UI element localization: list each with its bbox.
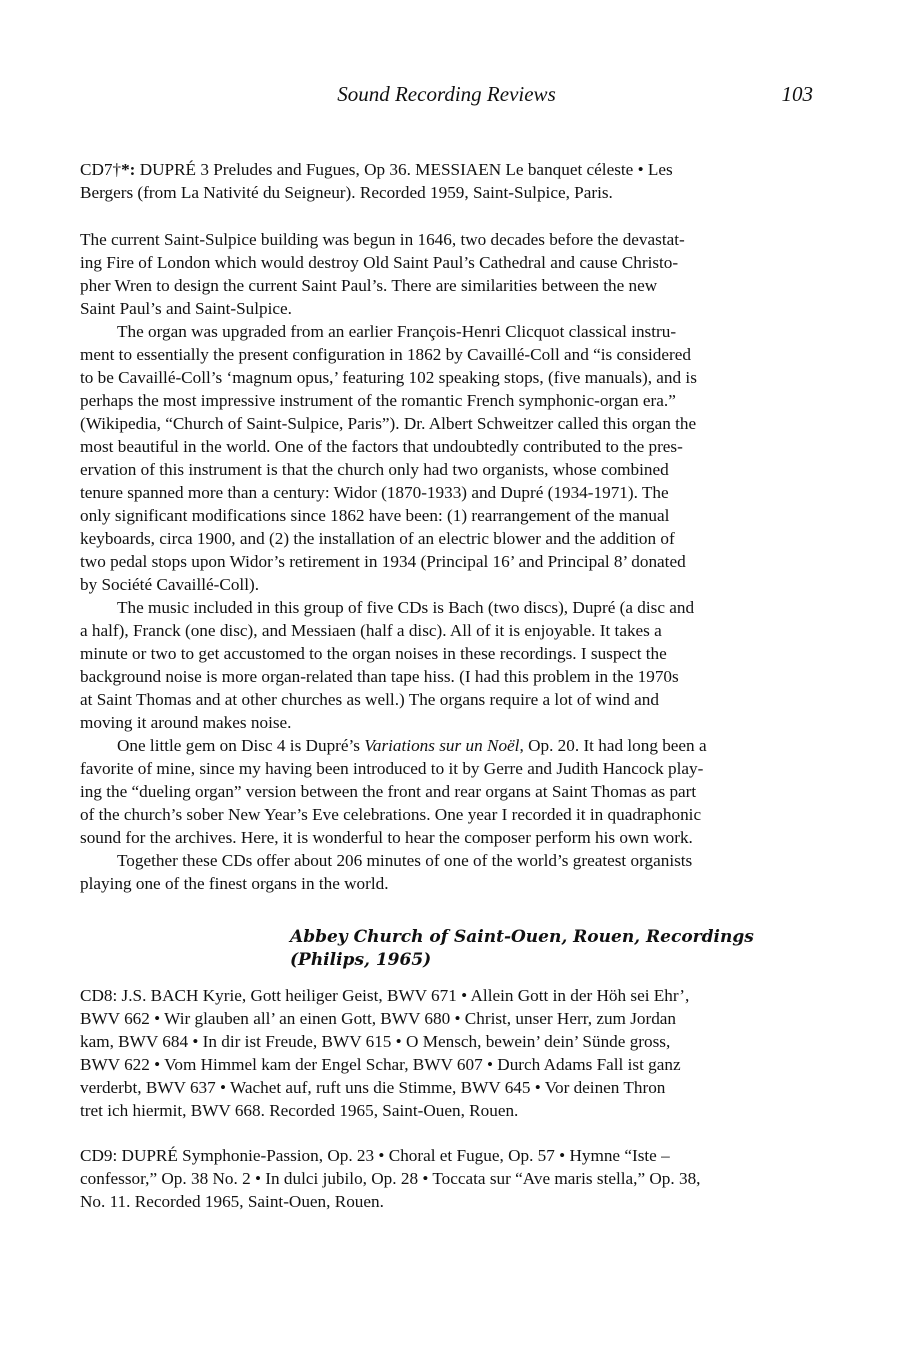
cd9-line: CD9: DUPRÉ Symphonie-Passion, Op. 23 • Choral et Fugue, Op. 57 • Hymne “Iste –: [80, 1146, 670, 1165]
text-line: The music included in this group of five CDs is Bach (two discs), Dupré (a disc and: [117, 598, 695, 617]
text-run: , Op. 20. It had long been a: [519, 736, 707, 755]
text-line: only significant modifications since 1862 have been: (1) rearrangement of the manual: [80, 506, 670, 525]
cd8-line: BWV 622 • Vom Himmel kam der Engel Schar, BWV 607 • Durch Adams Fall ist ganz: [80, 1055, 681, 1074]
text-line: [80, 734, 820, 757]
cd7-line: [80, 158, 820, 181]
running-head-title: Sound Recording Reviews: [337, 82, 556, 106]
text-run: One little gem on Disc 4 is Dupré’s: [117, 736, 365, 755]
cd7-label: CD7†: [80, 160, 122, 179]
heading-line: (Philips, 1965): [290, 950, 432, 970]
paragraph-3: [80, 596, 820, 734]
heading-line: Abbey Church of Saint-Ouen, Rouen, Recordings: [290, 927, 754, 947]
cd8-line: tret ich hiermit, BWV 668. Recorded 1965, Saint-Ouen, Rouen.: [80, 1101, 519, 1120]
text-line: pher Wren to design the current Saint Paul’s. There are similarities between the new: [80, 276, 658, 295]
text-line: perhaps the most impressive instrument of the romantic French symphonic-organ era.”: [80, 391, 676, 410]
paragraph-1: [80, 228, 820, 320]
text-line: minute or two to get accustomed to the organ noises in these recordings. I suspect the: [80, 644, 667, 663]
cd9-line: confessor,” Op. 38 No. 2 • In dulci jubilo, Op. 28 • Toccata sur “Ave maris stella,” Op. 38,: [80, 1169, 701, 1188]
text-line: at Saint Thomas and at other churches as well.) The organs require a lot of wind and: [80, 690, 659, 709]
cd7-listing: [80, 158, 820, 204]
review-body: [80, 228, 820, 895]
cd8-line: CD8: J.S. BACH Kyrie, Gott heiliger Geist, BWV 671 • Allein Gott in der Höh sei Ehr’,: [80, 986, 690, 1005]
text-line: ing Fire of London which would destroy Old Saint Paul’s Cathedral and cause Christo-: [80, 253, 679, 272]
cd7-line-text: DUPRÉ 3 Preludes and Fugues, Op 36. MESSIAEN Le banquet céleste • Les: [135, 160, 673, 179]
cd9-line: No. 11. Recorded 1965, Saint-Ouen, Rouen.: [80, 1192, 384, 1211]
text-line: favorite of mine, since my having been introduced to it by Gerre and Judith Hancock play-: [80, 759, 704, 778]
work-title: Variations sur un Noël: [364, 736, 520, 755]
text-line: playing one of the finest organs in the world.: [80, 874, 389, 893]
section-heading: [290, 926, 830, 972]
page-number: 103: [781, 82, 813, 106]
cd7-line: Bergers (from La Nativité du Seigneur). Recorded 1959, Saint-Sulpice, Paris.: [80, 183, 613, 202]
text-line: keyboards, circa 1900, and (2) the installation of an electric blower and the addition of: [80, 529, 675, 548]
cd7-label-bold: *:: [121, 160, 136, 179]
text-line: The organ was upgraded from an earlier François-Henri Clicquot classical instru-: [117, 322, 677, 341]
cd8-line: kam, BWV 684 • In dir ist Freude, BWV 615 • O Mensch, bewein’ dein’ Sünde gross,: [80, 1032, 671, 1051]
text-line: Saint Paul’s and Saint-Sulpice.: [80, 299, 292, 318]
text-line: two pedal stops upon Widor’s retirement in 1934 (Principal 16’ and Principal 8’ donated: [80, 552, 686, 571]
cd8-listing: [80, 984, 820, 1122]
text-line: of the church’s sober New Year’s Eve celebrations. One year I recorded it in quadraphonic: [80, 805, 702, 824]
paragraph-5: [80, 849, 820, 895]
text-line: moving it around makes noise.: [80, 713, 292, 732]
text-line: background noise is more organ-related than tape hiss. (I had this problem in the 1970s: [80, 667, 679, 686]
text-line: Together these CDs offer about 206 minutes of one of the world’s greatest organists: [117, 851, 693, 870]
cd8-line: verderbt, BWV 637 • Wachet auf, ruft uns die Stimme, BWV 645 • Vor deinen Thron: [80, 1078, 666, 1097]
text-line: The current Saint-Sulpice building was begun in 1646, two decades before the devastat-: [80, 230, 685, 249]
text-line: to be Cavaillé-Coll’s ‘magnum opus,’ featuring 102 speaking stops, (five manuals), and is: [80, 368, 697, 387]
text-line: ment to essentially the present configuration in 1862 by Cavaillé-Coll and “is considered: [80, 345, 691, 364]
text-line: a half), Franck (one disc), and Messiaen (half a disc). All of it is enjoyable. It takes a: [80, 621, 662, 640]
text-line: most beautiful in the world. One of the factors that undoubtedly contributed to the pres-: [80, 437, 683, 456]
text-line: (Wikipedia, “Church of Saint-Sulpice, Paris”). Dr. Albert Schweitzer called this organ the: [80, 414, 697, 433]
text-line: ervation of this instrument is that the church only had two organists, whose combined: [80, 460, 669, 479]
cd8-line: BWV 662 • Wir glauben all’ an einen Gott, BWV 680 • Christ, unser Herr, zum Jordan: [80, 1009, 677, 1028]
cd9-listing: [80, 1144, 820, 1213]
text-line: tenure spanned more than a century: Widor (1870-1933) and Dupré (1934-1971). The: [80, 483, 669, 502]
paragraph-4: [80, 734, 820, 849]
paragraph-2: [80, 320, 820, 596]
text-line: sound for the archives. Here, it is wonderful to hear the composer perform his own work.: [80, 828, 693, 847]
running-header: [80, 82, 813, 108]
text-line: by Société Cavaillé-Coll).: [80, 575, 259, 594]
text-line: ing the “dueling organ” version between the front and rear organs at Saint Thomas as part: [80, 782, 697, 801]
